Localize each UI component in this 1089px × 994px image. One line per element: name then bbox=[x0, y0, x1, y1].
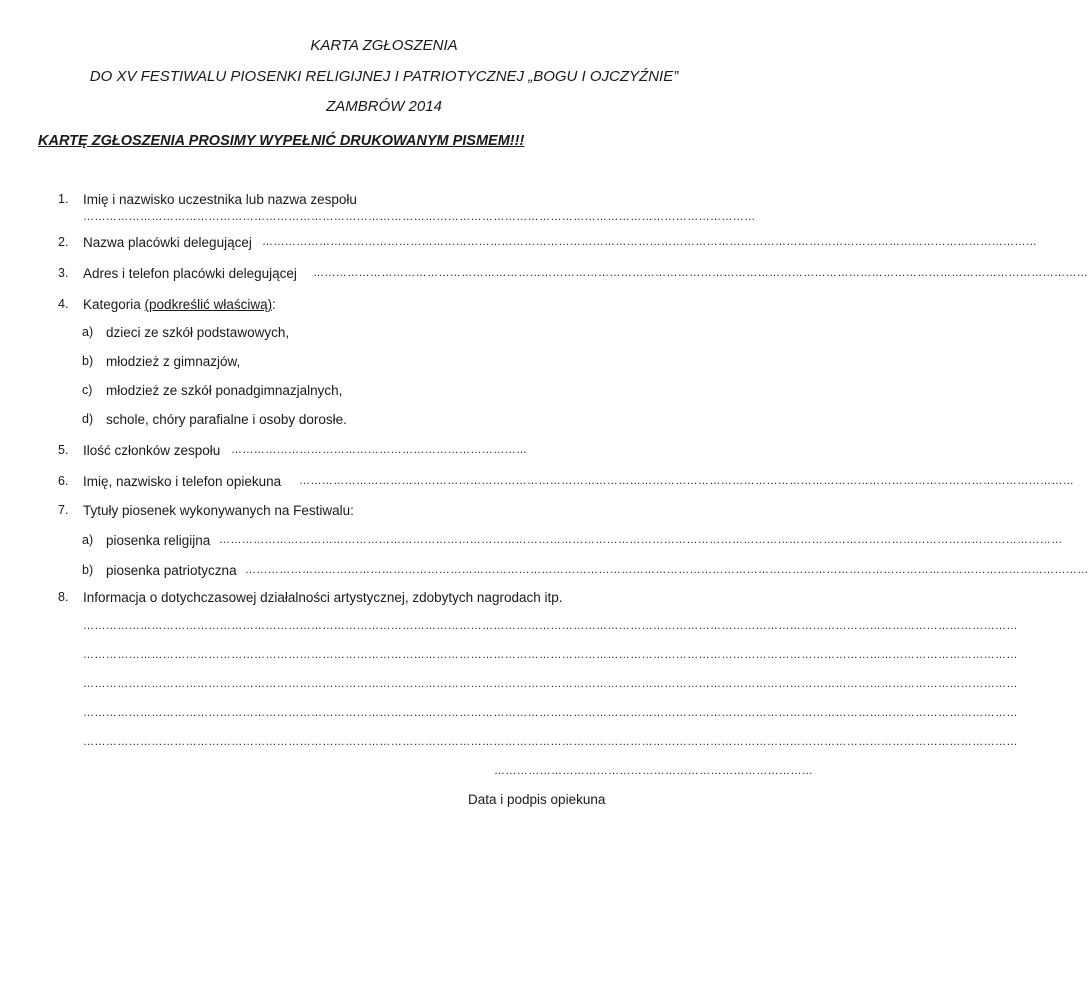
activity-line-field[interactable]: ………………………………………………………………………………………………………………………………………………………………………………………………………………………… bbox=[83, 736, 1018, 748]
members-count-field[interactable]: …………………………………………………………………… bbox=[231, 444, 528, 456]
fill-in-notice: KARTĘ ZGŁOSZENIA PROSIMY WYPEŁNIĆ DRUKOWANYM PISMEM!!! bbox=[38, 133, 525, 149]
festival-place-year: ZAMBRÓW 2014 bbox=[326, 98, 442, 115]
song-patriotic-field[interactable]: …………………………………………………………………………………………………………………………………………………………………………………………………… bbox=[245, 564, 1089, 576]
item-number: 7. bbox=[58, 503, 69, 517]
item-institution-label: Nazwa placówki delegującej bbox=[83, 235, 252, 250]
item-category-label: Kategoria (podkreślić właściwą): bbox=[83, 297, 276, 312]
option-letter: a) bbox=[82, 325, 94, 339]
option-letter: a) bbox=[82, 533, 94, 547]
institution-name-field[interactable]: …………………………………………………………………………………………………………………………………………………………………………………… bbox=[262, 236, 1038, 248]
item-number: 1. bbox=[58, 192, 69, 206]
option-letter: c) bbox=[82, 383, 93, 397]
item-number: 2. bbox=[58, 235, 69, 249]
item-number: 5. bbox=[58, 443, 69, 457]
activity-line-field[interactable]: ………………………………………………………………………………………………………………………………………………………………………………………………………………………… bbox=[83, 678, 1018, 690]
activity-line-field[interactable]: ………………………………………………………………………………………………………………………………………………………………………………………………………………………… bbox=[83, 707, 1018, 719]
item-members-label: Ilość członków zespołu bbox=[83, 443, 221, 458]
option-letter: b) bbox=[82, 563, 94, 577]
form-title: KARTA ZGŁOSZENIA bbox=[310, 37, 458, 54]
song-patriotic-label: piosenka patriotyczna bbox=[106, 563, 237, 578]
item-participant-label: Imię i nazwisko uczestnika lub nazwa zespołu bbox=[83, 192, 357, 207]
category-option-b[interactable]: młodzież z gimnazjów, bbox=[106, 354, 241, 369]
item-number: 3. bbox=[58, 266, 69, 280]
guardian-info-field[interactable]: …………………………………………………………………………………………………………………………………………………………………………………… bbox=[299, 475, 1075, 487]
category-option-a[interactable]: dzieci ze szkół podstawowych, bbox=[106, 325, 290, 340]
item-guardian-label: Imię, nazwisko i telefon opiekuna bbox=[83, 474, 282, 489]
item-activity-label: Informacja o dotychczasowej działalności artystycznej, zdobytych nagrodach itp. bbox=[83, 590, 563, 605]
song-religious-label: piosenka religijna bbox=[106, 533, 211, 548]
institution-address-field[interactable]: …………………………………………………………………………………………………………………………………………………………………………………… bbox=[313, 267, 1089, 279]
song-religious-field[interactable]: …………………………………………………………………………………………………………………………………………………………………………………………………… bbox=[219, 534, 1063, 546]
signature-line[interactable]: ………………………………………………………………………… bbox=[494, 765, 814, 777]
item-songs-label: Tytuły piosenek wykonywanych na Festiwalu: bbox=[83, 503, 354, 518]
signature-label: Data i podpis opiekuna bbox=[468, 792, 606, 807]
item-address-label: Adres i telefon placówki delegującej bbox=[83, 266, 297, 281]
category-option-c[interactable]: młodzież ze szkół ponadgimnazjalnych, bbox=[106, 383, 343, 398]
activity-line-field[interactable]: ………………………………………………………………………………………………………………………………………………………………………………………………………………………… bbox=[83, 649, 1018, 661]
item-number: 4. bbox=[58, 297, 69, 311]
item-number: 8. bbox=[58, 590, 69, 604]
activity-line-field[interactable]: ………………………………………………………………………………………………………………………………………………………………………………………………………………………… bbox=[83, 620, 1018, 632]
item-number: 6. bbox=[58, 474, 69, 488]
festival-name: DO XV FESTIWALU PIOSENKI RELIGIJNEJ I PATRIOTYCZNEJ „BOGU I OJCZYŹNIE” bbox=[89, 68, 679, 85]
option-letter: d) bbox=[82, 412, 94, 426]
option-letter: b) bbox=[82, 354, 94, 368]
category-option-d[interactable]: schole, chóry parafialne i osoby dorosłe. bbox=[106, 412, 347, 427]
participant-name-field[interactable]: …………………………………………………………………………………………………………………………………………………………… bbox=[83, 211, 756, 223]
